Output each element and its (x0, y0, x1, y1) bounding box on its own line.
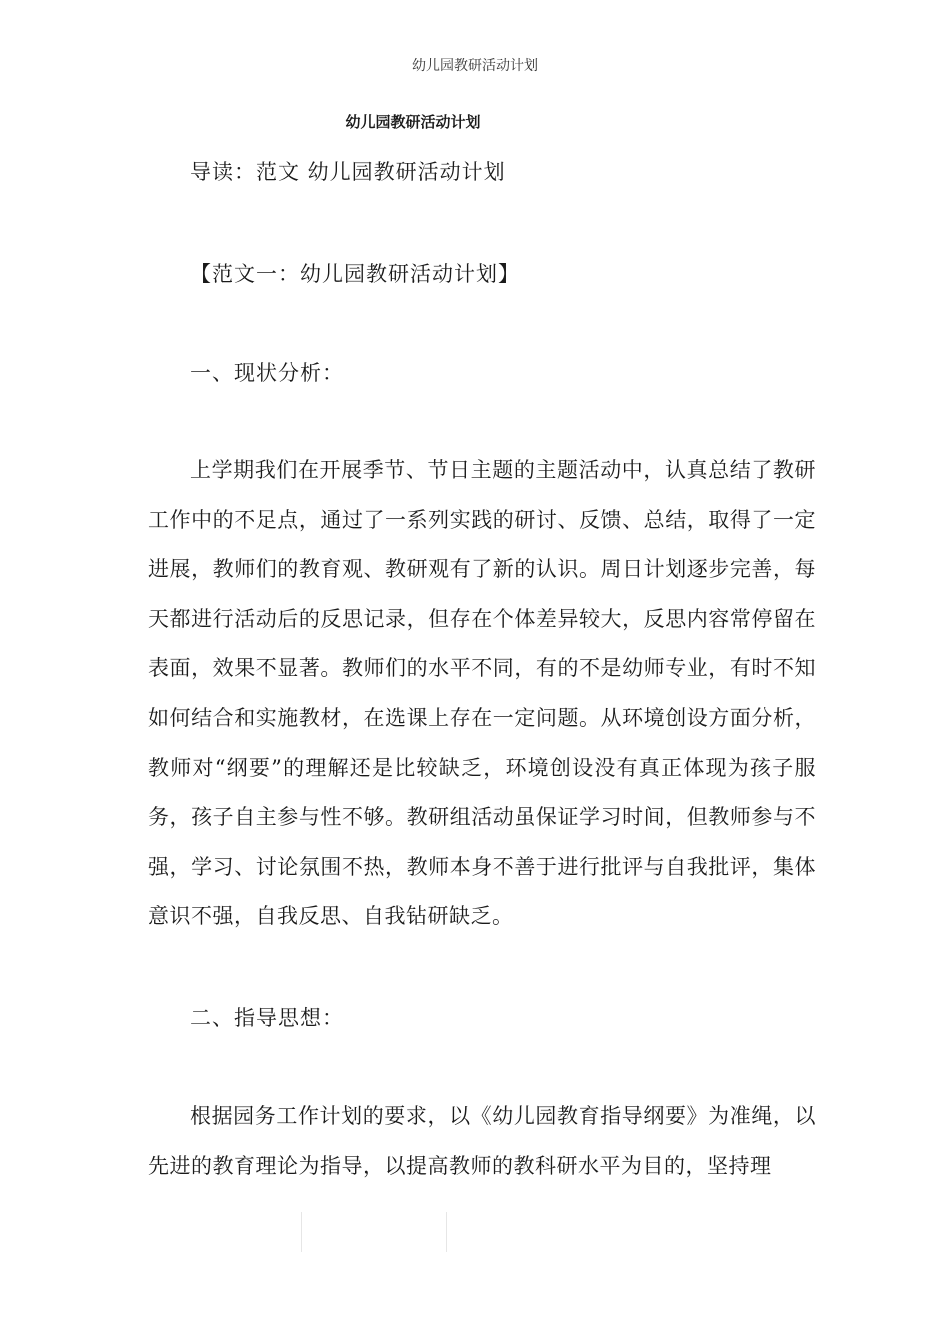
section-heading-guiding-thought: 二、指导思想： (190, 1006, 344, 1030)
status-analysis-paragraph: 上学期我们在开展季节、节日主题的主题活动中，认真总结了教研工作中的不足点，通过了一系列实践的研讨、反馈、总结，取得了一定进展，教师们的教育观、教研观有了新的认识。周日计划逐步完善，每天都进行活动后的反思记录，但存在个体差异较大，反思内容常停留在表面，效果不显著。教师们的水平不同，有的不是幼师专业，有时不知如何结合和实施教材，在选课上存在一定问题。从环境创设方面分析，教师对“纲要”的理解还是比较缺乏，环境创设没有真正体现为孩子服务，孩子自主参与性不够。教研组活动虽保证学习时间，但教师参与不强，学习、讨论氛围不热，教师本身不善于进行批评与自我批评，集体意识不强，自我反思、自我钻研缺乏。 (148, 458, 816, 929)
section-heading-status-analysis: 一、现状分析： (190, 361, 344, 385)
document-title: 幼儿园教研活动计划 (345, 113, 481, 131)
intro-line: 导读：范文 幼儿园教研活动计划 (190, 160, 506, 184)
footer-divider-left (301, 1212, 302, 1252)
guiding-thought-paragraph: 根据园务工作计划的要求，以《幼儿园教育指导纲要》为准绳，以先进的教育理论为指导，以提高教师的教科研水平为目的，坚持理 (148, 1104, 816, 1178)
sample-heading: 【范文一：幼儿园教研活动计划】 (190, 262, 520, 286)
running-header: 幼儿园教研活动计划 (412, 58, 538, 74)
footer-divider-right (446, 1212, 447, 1252)
